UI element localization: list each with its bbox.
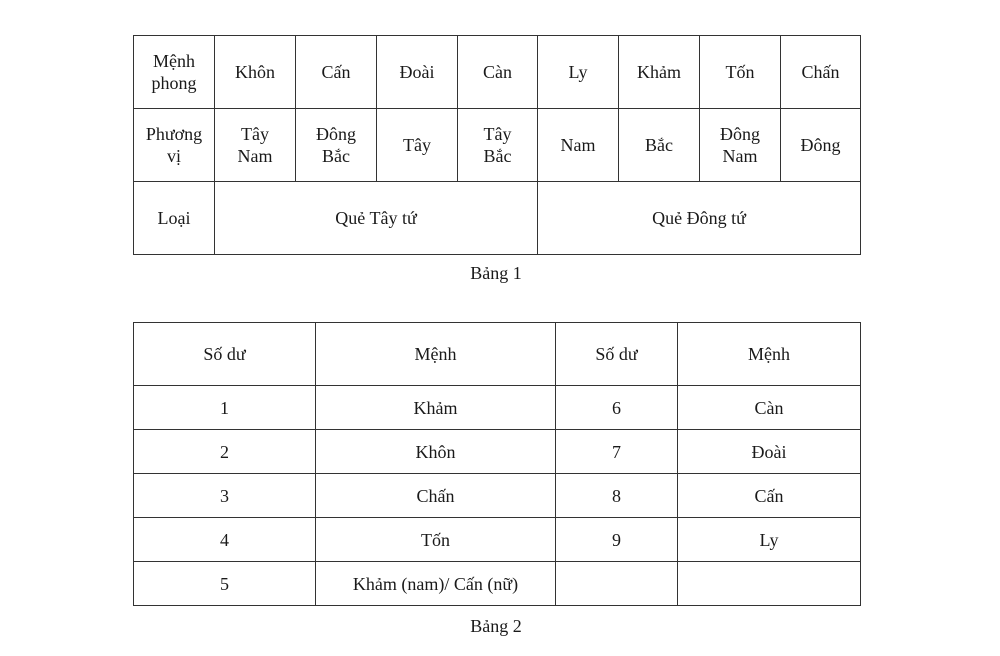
table-1-caption: Bảng 1 [470, 263, 522, 283]
table-cell: Tốn [700, 36, 781, 109]
row-label-phuong-vi: Phương vị [134, 109, 215, 182]
row-label-loai: Loại [134, 182, 215, 255]
table-cell: Ly [678, 518, 861, 562]
group-que-dong-tu: Quẻ Đông tứ [538, 182, 861, 255]
table-row [134, 430, 861, 474]
table-cell: Ly [538, 36, 619, 109]
table-cell: 5 [134, 562, 316, 606]
table-cell: Tây [377, 109, 458, 182]
table-cell: Đoài [678, 430, 861, 474]
table-cell: 2 [134, 430, 316, 474]
table-cell: Khảm (nam)/ Cấn (nữ) [316, 562, 556, 606]
header-so-du: Số dư [556, 323, 678, 386]
table-cell: Đông Bắc [296, 109, 377, 182]
table-cell: Khảm [619, 36, 700, 109]
table-cell: 4 [134, 518, 316, 562]
table-cell: Chấn [781, 36, 861, 109]
table-cell: Đoài [377, 36, 458, 109]
table-cell: Bắc [619, 109, 700, 182]
table-cell: Tây Bắc [458, 109, 538, 182]
table-cell [556, 562, 678, 606]
table-cell: 3 [134, 474, 316, 518]
table-cell [678, 562, 861, 606]
table-1-row-loai [134, 182, 861, 255]
table-row [134, 518, 861, 562]
table-cell: Đông Nam [700, 109, 781, 182]
table-2 [133, 322, 861, 606]
table-1 [133, 35, 861, 255]
table-row [134, 386, 861, 430]
group-que-tay-tu: Quẻ Tây tứ [215, 182, 538, 255]
table-cell: Càn [678, 386, 861, 430]
table-cell: Khôn [316, 430, 556, 474]
table-cell: Đông [781, 109, 861, 182]
table-row [134, 562, 861, 606]
table-cell: Chấn [316, 474, 556, 518]
row-label-menh-phong: Mệnh phong [134, 36, 215, 109]
table-cell: 6 [556, 386, 678, 430]
table-cell: Khảm [316, 386, 556, 430]
table-cell: 9 [556, 518, 678, 562]
table-cell: 7 [556, 430, 678, 474]
header-menh: Mệnh [678, 323, 861, 386]
table-cell: 1 [134, 386, 316, 430]
table-cell: Tốn [316, 518, 556, 562]
table-cell: Tây Nam [215, 109, 296, 182]
table-cell: Cấn [678, 474, 861, 518]
table-cell: Khôn [215, 36, 296, 109]
table-1-row-menh-phong [134, 36, 861, 109]
table-cell: Nam [538, 109, 619, 182]
table-cell: Càn [458, 36, 538, 109]
table-cell: Cấn [296, 36, 377, 109]
table-cell: 8 [556, 474, 678, 518]
table-2-caption: Bảng 2 [470, 616, 522, 636]
header-menh: Mệnh [316, 323, 556, 386]
header-so-du: Số dư [134, 323, 316, 386]
table-row [134, 474, 861, 518]
table-1-row-phuong-vi [134, 109, 861, 182]
table-2-header-row [134, 323, 861, 386]
